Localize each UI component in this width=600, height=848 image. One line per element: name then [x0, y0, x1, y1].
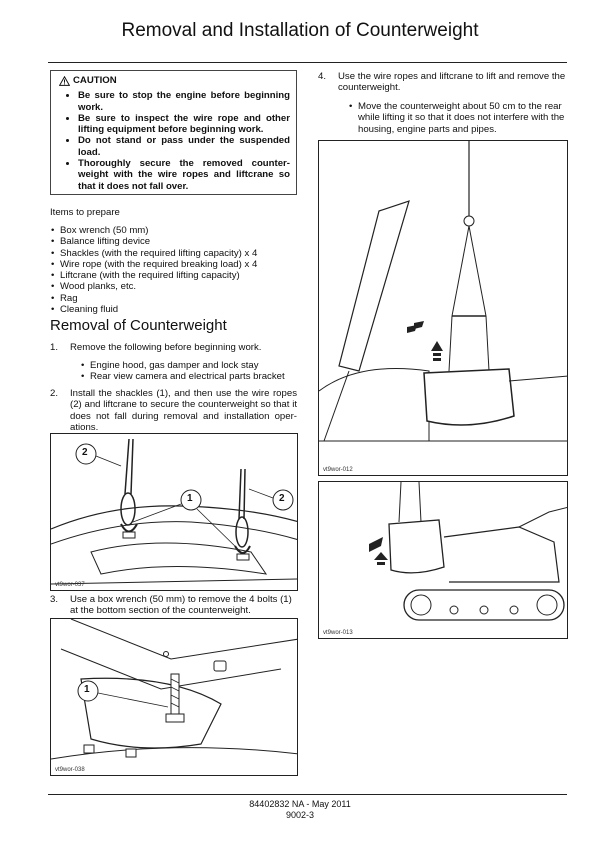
figure-shackles [50, 433, 298, 591]
caution-box [50, 70, 297, 195]
step-text: Remove the following before beginning work. [70, 342, 262, 353]
figure-id: vt9wor-038 [55, 767, 85, 773]
bolt-illustration [51, 619, 298, 776]
footer-document-number: 84402832 NA - May 2011 [249, 799, 351, 809]
caution-item: • Be sure to inspect the wire rope and other lifting equipment before beginning work. [78, 113, 290, 136]
figure-lifting [318, 140, 568, 476]
step-text: Use the wire ropes and liftcrane to lift and remove the counterweight. [338, 71, 566, 94]
step-text: Install the shackles (1), and then use the wire ropes (2) and liftcrane to secure the counterweight so that it does not fall during removal and installation oper-ations. [70, 388, 297, 433]
step-number: 2. [50, 388, 59, 399]
list-item: • Liftcrane (with the required lifting capacity) [60, 270, 307, 281]
step-1 [50, 342, 297, 353]
step-3 [50, 594, 297, 617]
figure-excavator [318, 481, 568, 639]
figure-id: vt9wor-037 [55, 582, 85, 588]
footer-page-number: 9002-3 [285, 810, 315, 820]
caution-item: • Be sure to stop the engine before beginning work. [78, 90, 290, 113]
shackle-illustration [51, 434, 298, 591]
callout-number: 1 [84, 684, 90, 695]
caution-item: • Do not stand or pass under the suspended load. [78, 135, 290, 158]
caution-label: CAUTION [73, 75, 117, 86]
items-to-prepare-title: Items to prepare [50, 207, 120, 218]
header-rule [48, 62, 567, 63]
caution-header [59, 75, 290, 86]
step-4 [318, 71, 568, 94]
figure-bolts [50, 618, 298, 776]
list-item: • Box wrench (50 mm) [60, 225, 307, 236]
step-number: 1. [50, 342, 59, 353]
caution-item: • Thoroughly secure the removed counter-weight with the wire ropes and liftcrane so that it does not fall over. [78, 158, 290, 192]
step-2 [50, 388, 297, 433]
list-item: • Balance lifting device [60, 236, 307, 247]
items-to-prepare-list [50, 225, 307, 315]
list-item: • Shackles (with the required lifting capacity) x 4 [60, 248, 307, 259]
step-4-sublist [348, 101, 578, 135]
section-heading: Removal of Counterweight [50, 317, 227, 334]
list-item: • Move the counterweight about 50 cm to the rear while lifting it so that it does not interfere with the housing, engine parts and pipes. [358, 101, 578, 135]
list-item: • Cleaning fluid [60, 304, 307, 315]
callout-number: 1 [187, 493, 193, 504]
callout-number: 2 [279, 493, 285, 504]
footer-rule [48, 794, 567, 795]
step-number: 4. [318, 71, 327, 82]
step-1-sublist [80, 360, 307, 383]
figure-id: vt9wor-012 [323, 467, 353, 473]
warning-triangle-icon [59, 76, 70, 86]
lifting-illustration [319, 141, 568, 476]
step-text: Use a box wrench (50 mm) to remove the 4 bolts (1) at the bottom section of the counterweight. [70, 594, 292, 617]
page-title: Removal and Installation of Counterweight [121, 20, 479, 41]
excavator-illustration [319, 482, 568, 639]
figure-id: vt9wor-013 [323, 630, 353, 636]
list-item: • Wood planks, etc. [60, 281, 307, 292]
list-item: • Wire rope (with the required breaking load) x 4 [60, 259, 307, 270]
list-item: • Rag [60, 293, 307, 304]
step-number: 3. [50, 594, 59, 605]
callout-number: 2 [82, 447, 88, 458]
list-item: • Rear view camera and electrical parts bracket [90, 371, 307, 382]
list-item: • Engine hood, gas damper and lock stay [90, 360, 307, 371]
